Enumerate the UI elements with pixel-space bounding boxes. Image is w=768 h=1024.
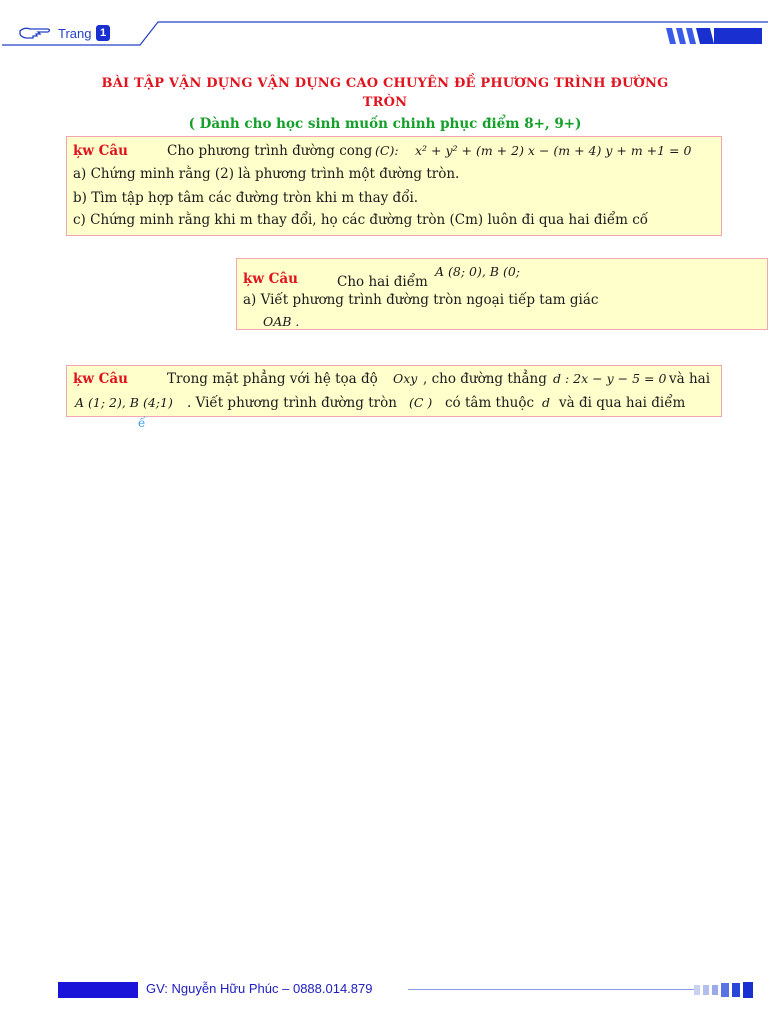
header-rule	[0, 18, 768, 48]
question-intro: Cho hai điểm	[337, 274, 428, 290]
question-box-1	[66, 136, 722, 236]
question-part-a: a) Chứng minh rằng (2) là phương trình một đường tròn.	[73, 166, 460, 182]
header-stripes-decoration	[662, 28, 762, 44]
line-equation: d : 2x − y − 5 = 0	[553, 371, 667, 386]
question-box-2	[236, 258, 768, 330]
question-text-mid: , cho đường thẳng	[423, 371, 547, 387]
header-label: Trang	[58, 26, 92, 41]
question-label: ķw Câu	[73, 371, 128, 387]
circle-name: (C )	[409, 395, 433, 410]
question-label: ķw Câu	[73, 143, 128, 159]
question-text-line1: Trong mặt phẳng với hệ tọa độ	[167, 371, 378, 387]
points-notation: A (1; 2), B (4;1)	[75, 395, 173, 410]
footer-bar	[58, 982, 138, 998]
stray-glyph: ế	[138, 416, 146, 430]
footer-blocks-decoration	[694, 982, 758, 998]
curve-equation: x² + y² + (m + 2) x − (m + 4) y + m +1 = 0	[415, 143, 692, 158]
points-notation: A (8; 0), B (0;	[435, 264, 520, 279]
question-part-b: b) Tìm tập hợp tâm các đường tròn khi m thay đổi.	[73, 190, 419, 206]
document-subtitle: ( Dành cho học sinh muốn chinh phục điểm 8+, 9+)	[188, 116, 582, 132]
document-title	[80, 74, 690, 112]
question-text-end: và hai	[669, 371, 711, 387]
question-intro: Cho phương trình đường cong	[167, 143, 373, 159]
page-number-badge: 1	[96, 25, 110, 41]
pointing-hand-icon	[18, 25, 52, 41]
title-line-2: TRÒN	[362, 95, 408, 110]
question-text-line2-end: và đi qua hai điểm	[559, 395, 686, 411]
page-header	[0, 18, 768, 48]
question-part-a: a) Viết phương trình đường tròn ngoại tiếp tam giác	[243, 292, 599, 308]
line-name: d	[542, 395, 551, 410]
question-label: ķw Câu	[243, 271, 298, 287]
title-line-1: BÀI TẬP VẬN DỤNG VẬN DỤNG CAO CHUYÊN ĐỀ PHƯƠNG TRÌNH ĐƯỜNG	[101, 76, 669, 91]
curve-name: (C):	[375, 143, 399, 158]
coordinate-system: Oxy	[393, 371, 418, 386]
question-part-c: c) Chứng minh rằng khi m thay đổi, họ các đường tròn (Cm) luôn đi qua hai điểm cố	[73, 212, 649, 228]
triangle-name: OAB .	[263, 314, 300, 329]
question-text-line2: . Viết phương trình đường tròn	[187, 395, 397, 411]
footer-author: GV: Nguyễn Hữu Phúc – 0888.014.879	[146, 981, 373, 996]
footer-rule	[408, 989, 698, 990]
question-text-line2-mid: có tâm thuộc	[445, 395, 535, 411]
question-box-3	[66, 365, 722, 417]
